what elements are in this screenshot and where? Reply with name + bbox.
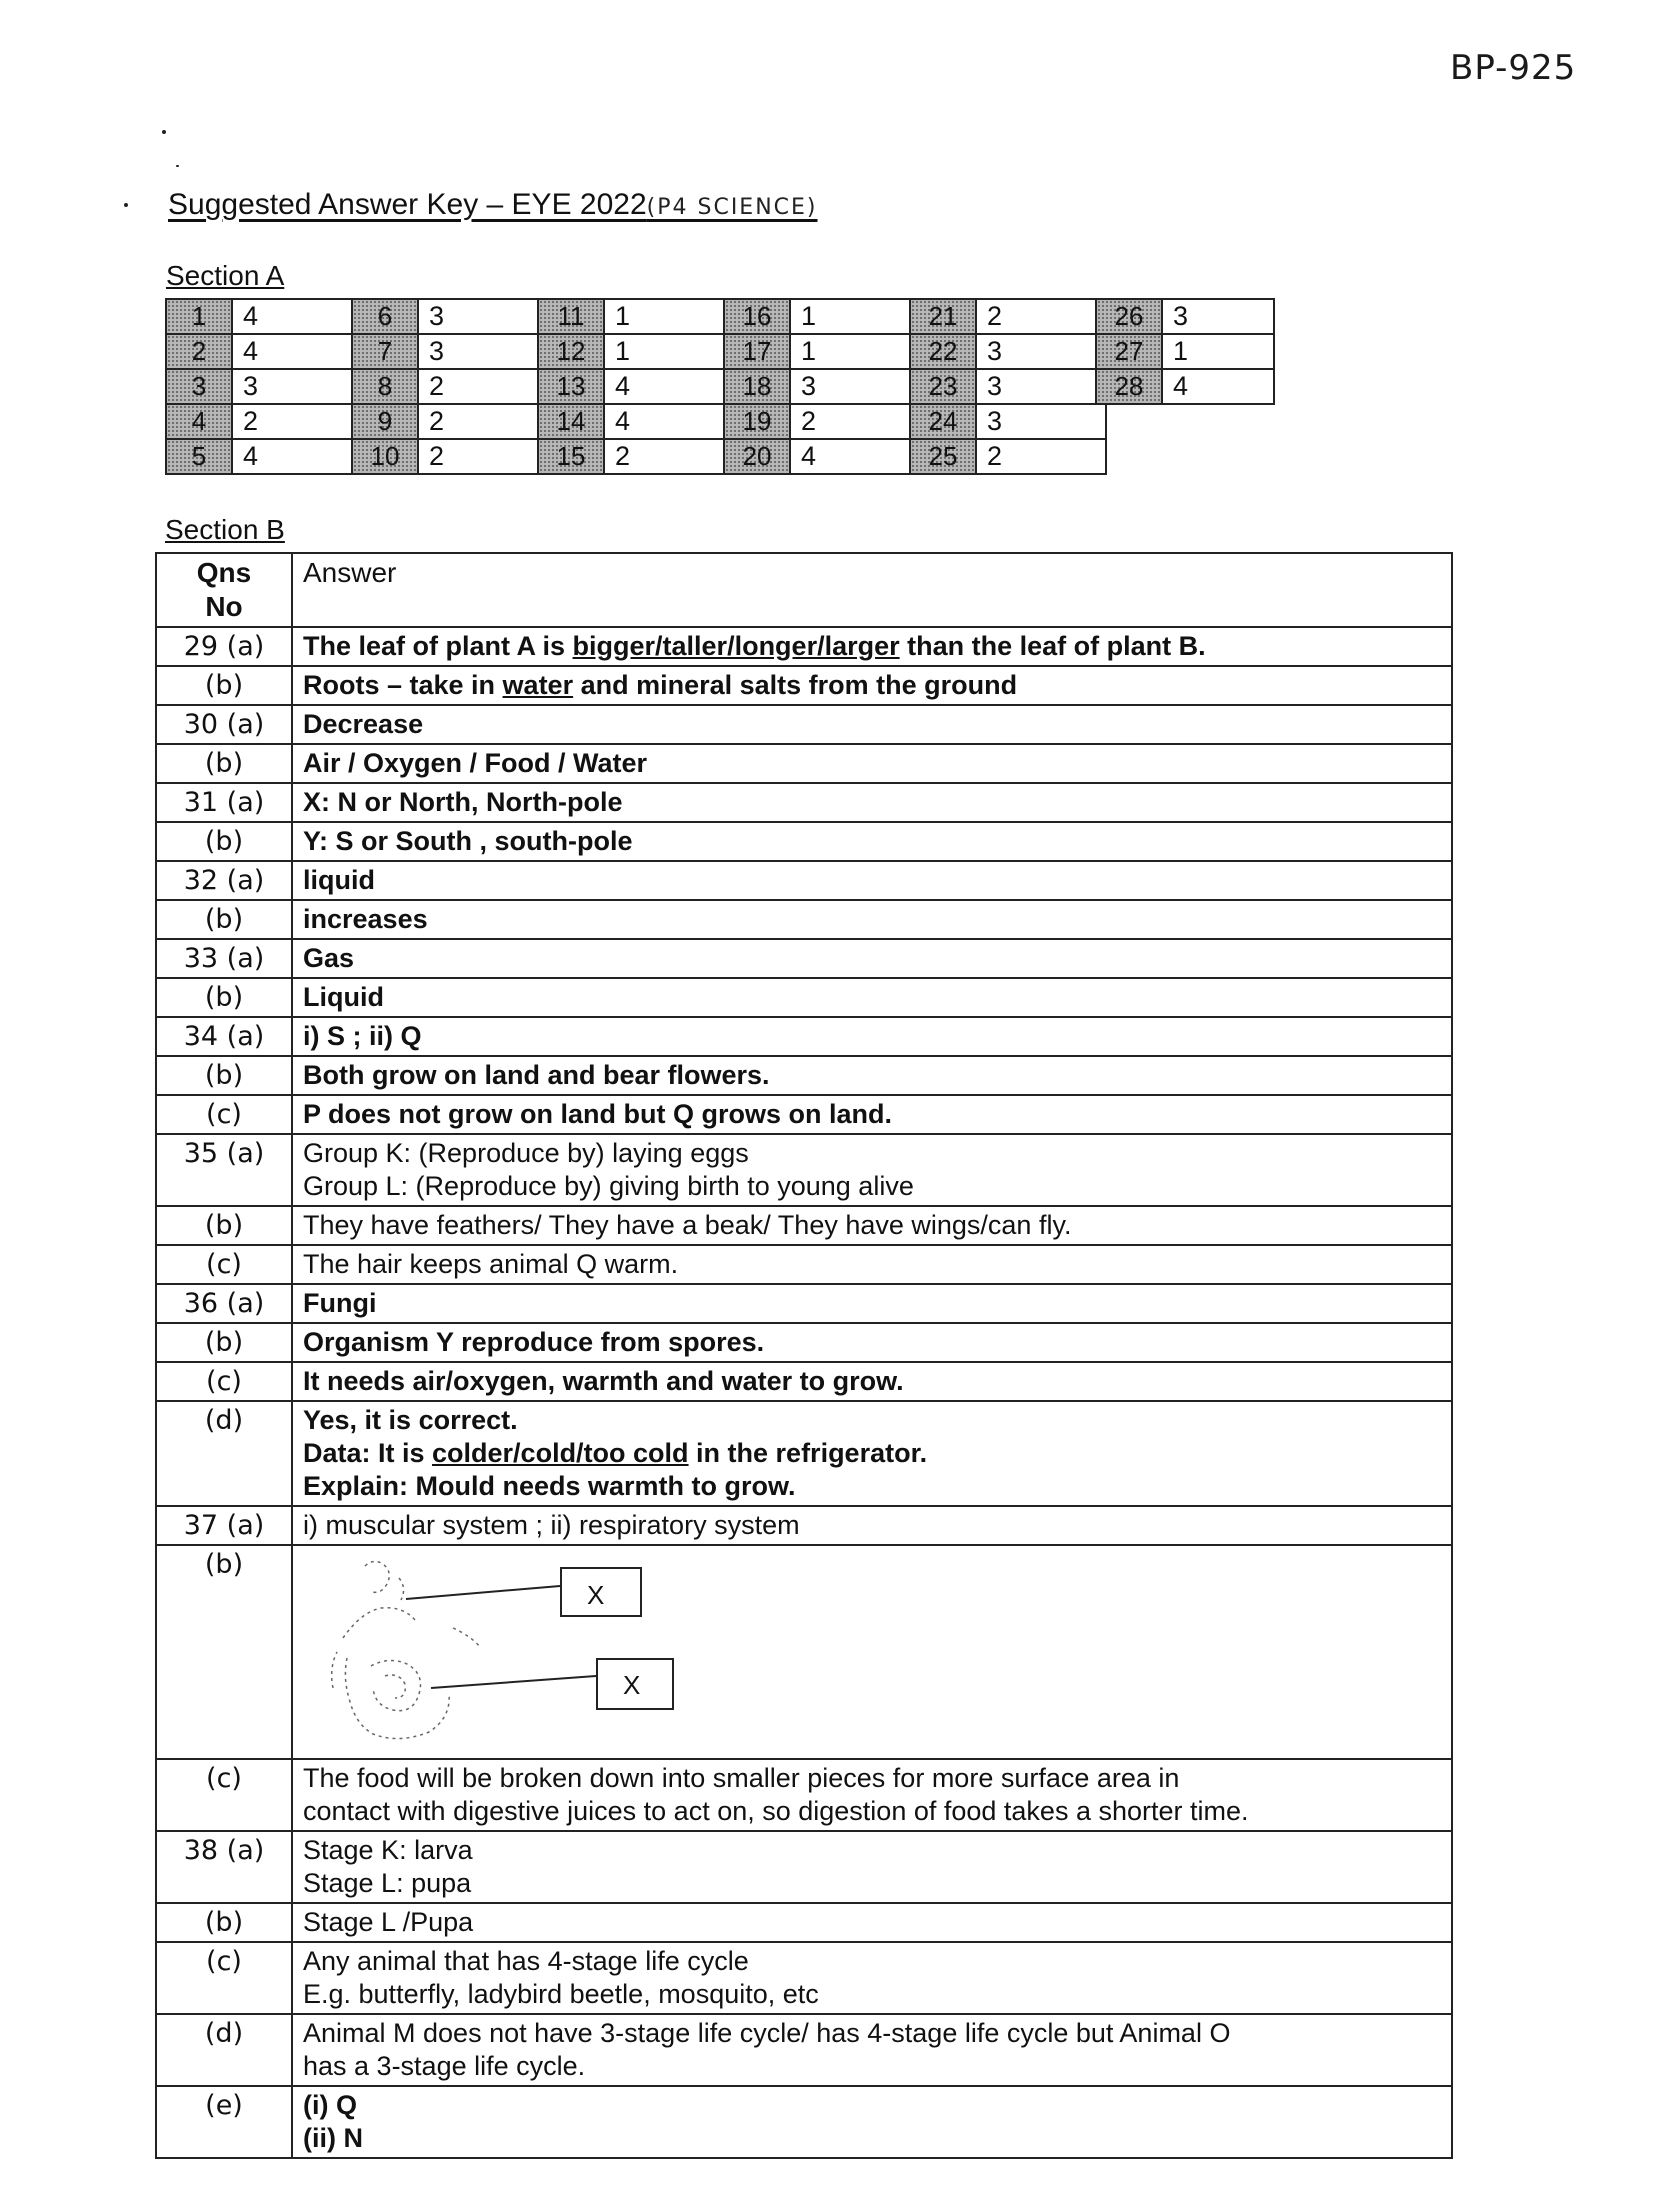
answer-option: 3 (418, 299, 548, 334)
answer-option: 2 (790, 404, 920, 439)
question-number: 1 (166, 299, 232, 334)
question-number: 19 (724, 404, 790, 439)
question-number: (d) (156, 2014, 292, 2086)
table-row (156, 1245, 1452, 1284)
answer-option: 4 (232, 439, 362, 474)
section-a-row (724, 369, 920, 404)
answer-cell: i) muscular system ; ii) respiratory system (292, 1506, 1452, 1545)
answer-cell: Liquid (292, 978, 1452, 1017)
question-number: 33 (a) (156, 939, 292, 978)
answer-option: 2 (976, 439, 1106, 474)
question-number: 17 (724, 334, 790, 369)
question-number: 3 (166, 369, 232, 404)
section-a-row (910, 404, 1106, 439)
question-number: 31 (a) (156, 783, 292, 822)
answer-line: contact with digestive juices to act on, so digestion of food takes a shorter time. (303, 1796, 1249, 1826)
question-number: 22 (910, 334, 976, 369)
answer-cell: increases (292, 900, 1452, 939)
answer-option: 1 (790, 299, 920, 334)
answer-cell: It needs air/oxygen, warmth and water to grow. (292, 1362, 1452, 1401)
section-a-row (538, 404, 734, 439)
header-no: No (205, 591, 243, 622)
header-answer: Answer (292, 553, 1452, 627)
answer-cell: They have feathers/ They have a beak/ They have wings/can fly. (292, 1206, 1452, 1245)
question-number: (b) (156, 1903, 292, 1942)
question-number: 28 (1096, 369, 1162, 404)
question-number: 5 (166, 439, 232, 474)
question-number: (c) (156, 1942, 292, 2014)
header-qns: Qns (196, 557, 252, 588)
section-a-row (538, 299, 734, 334)
answer-option: 2 (976, 299, 1106, 334)
answer-text-underlined: colder/cold/too cold (432, 1438, 689, 1468)
answer-cell: The hair keeps animal Q warm. (292, 1245, 1452, 1284)
answer-option: 3 (976, 334, 1106, 369)
answer-text: and mineral salts from the ground (573, 670, 1018, 700)
answer-cell (292, 1759, 1452, 1831)
answer-option: 3 (790, 369, 920, 404)
answer-text: Roots – take in (303, 670, 503, 700)
table-row (156, 1831, 1452, 1903)
answer-cell (292, 2086, 1452, 2158)
question-number: 21 (910, 299, 976, 334)
question-number: 18 (724, 369, 790, 404)
answer-cell: Decrease (292, 705, 1452, 744)
question-number: (b) (156, 1545, 292, 1759)
table-row (156, 1017, 1452, 1056)
answer-text: Data: It is (303, 1438, 433, 1468)
question-number: 13 (538, 369, 604, 404)
question-number: 36 (a) (156, 1284, 292, 1323)
question-number: (b) (156, 822, 292, 861)
question-number: (c) (156, 1095, 292, 1134)
answer-line: Stage L: pupa (303, 1868, 472, 1898)
table-row (156, 861, 1452, 900)
table-row (156, 1362, 1452, 1401)
answer-line: (ii) N (303, 2123, 363, 2153)
answer-cell (292, 627, 1452, 666)
table-row (156, 666, 1452, 705)
answer-option: 4 (604, 404, 734, 439)
answer-option: 1 (790, 334, 920, 369)
question-number: 8 (352, 369, 418, 404)
answer-cell (292, 1401, 1452, 1506)
question-number: 4 (166, 404, 232, 439)
answer-cell (292, 1831, 1452, 1903)
question-number: (b) (156, 1056, 292, 1095)
table-row (156, 2014, 1452, 2086)
section-a-row (724, 334, 920, 369)
section-a-block-2 (351, 298, 549, 475)
answer-option: 3 (976, 369, 1106, 404)
question-number: 10 (352, 439, 418, 474)
question-number: 14 (538, 404, 604, 439)
section-a-block-1 (165, 298, 363, 475)
answer-cell: i) S ; ii) Q (292, 1017, 1452, 1056)
answer-option: 4 (1162, 369, 1274, 404)
section-a-row (166, 334, 362, 369)
table-row (156, 783, 1452, 822)
answer-line: Yes, it is correct. (303, 1405, 518, 1435)
section-a-block-5 (909, 298, 1107, 475)
table-row (156, 627, 1452, 666)
table-row (156, 744, 1452, 783)
section-a-row (910, 334, 1106, 369)
table-row (156, 1056, 1452, 1095)
question-number: 38 (a) (156, 1831, 292, 1903)
answer-cell (292, 1545, 1452, 1759)
section-a-row (910, 369, 1106, 404)
section-a-row (1096, 369, 1274, 404)
table-row (156, 1134, 1452, 1206)
answer-option: 3 (232, 369, 362, 404)
question-number: 9 (352, 404, 418, 439)
answer-option: 3 (418, 334, 548, 369)
answer-text: in the refrigerator. (688, 1438, 928, 1468)
scan-speck (176, 165, 179, 167)
answer-line: Group L: (Reproduce by) giving birth to young alive (303, 1171, 914, 1201)
section-a-row (1096, 334, 1274, 369)
document-title (168, 188, 818, 222)
answer-line: The food will be broken down into smaller pieces for more surface area in (303, 1763, 1180, 1793)
answer-cell: liquid (292, 861, 1452, 900)
table-row (156, 1506, 1452, 1545)
section-a-row (352, 404, 548, 439)
section-a-block-6 (1095, 298, 1275, 405)
title-note: (P4 SCIENCE) (646, 195, 818, 220)
section-a-block-4 (723, 298, 921, 475)
answer-cell: Stage L /Pupa (292, 1903, 1452, 1942)
question-number: (e) (156, 2086, 292, 2158)
answer-option: 1 (1162, 334, 1274, 369)
answer-option: 2 (604, 439, 734, 474)
answer-cell: Gas (292, 939, 1452, 978)
table-row (156, 1903, 1452, 1942)
answer-cell (292, 666, 1452, 705)
answer-text-underlined: bigger/taller/longer/larger (572, 631, 900, 661)
table-row (156, 1759, 1452, 1831)
section-a-row (538, 334, 734, 369)
section-a-row (538, 439, 734, 474)
answer-option: 4 (790, 439, 920, 474)
answer-cell (292, 1942, 1452, 2014)
answer-line: Any animal that has 4-stage life cycle (303, 1946, 749, 1976)
answer-line: E.g. butterfly, ladybird beetle, mosquito, etc (303, 1979, 819, 2009)
answer-option: 2 (232, 404, 362, 439)
question-number: 37 (a) (156, 1506, 292, 1545)
answer-text: than the leaf of plant B. (899, 631, 1206, 661)
table-row (156, 1284, 1452, 1323)
question-number: (b) (156, 1323, 292, 1362)
scan-speck (124, 203, 128, 207)
title-text: Suggested Answer Key – EYE 2022 (168, 188, 647, 221)
table-row (156, 705, 1452, 744)
section-a-row (352, 369, 548, 404)
table-row (156, 1095, 1452, 1134)
table-row (156, 1545, 1452, 1759)
section-a-row (166, 439, 362, 474)
scan-speck (162, 130, 166, 134)
section-a-row (166, 404, 362, 439)
answer-line: Stage K: larva (303, 1835, 473, 1865)
answer-option: 2 (418, 439, 548, 474)
table-row (156, 900, 1452, 939)
section-a-row (1096, 299, 1274, 334)
question-number: 26 (1096, 299, 1162, 334)
question-number: 25 (910, 439, 976, 474)
question-number: (b) (156, 744, 292, 783)
table-row (156, 1323, 1452, 1362)
table-row (156, 939, 1452, 978)
section-a-row (910, 439, 1106, 474)
section-a-title: Section A (166, 260, 285, 291)
question-number: (b) (156, 978, 292, 1017)
question-number: (d) (156, 1401, 292, 1506)
question-number: 32 (a) (156, 861, 292, 900)
section-a-row (166, 299, 362, 334)
table-row (156, 1942, 1452, 2014)
answer-cell: P does not grow on land but Q grows on land. (292, 1095, 1452, 1134)
section-a-row (538, 369, 734, 404)
answer-option: 4 (232, 299, 362, 334)
section-a-row (724, 439, 920, 474)
body-system-diagram (303, 1548, 1003, 1748)
label-x-lower: X (623, 1670, 641, 1700)
section-b-table (155, 552, 1453, 2159)
section-a-row (352, 439, 548, 474)
answer-cell: Air / Oxygen / Food / Water (292, 744, 1452, 783)
table-row (156, 1401, 1452, 1506)
answer-option: 2 (418, 369, 548, 404)
answer-cell (292, 2014, 1452, 2086)
question-number: 23 (910, 369, 976, 404)
answer-cell: Y: S or South , south-pole (292, 822, 1452, 861)
question-number: (c) (156, 1245, 292, 1284)
body-sketch-icon (303, 1548, 1003, 1748)
question-number: 16 (724, 299, 790, 334)
question-number: (b) (156, 900, 292, 939)
question-number: 2 (166, 334, 232, 369)
question-number: (c) (156, 1759, 292, 1831)
answer-option: 1 (604, 334, 734, 369)
question-number: 6 (352, 299, 418, 334)
answer-option: 3 (1162, 299, 1274, 334)
question-number: 29 (a) (156, 627, 292, 666)
question-number: 35 (a) (156, 1134, 292, 1206)
answer-cell: Organism Y reproduce from spores. (292, 1323, 1452, 1362)
section-a-row (166, 369, 362, 404)
question-number: 30 (a) (156, 705, 292, 744)
answer-line: has a 3-stage life cycle. (303, 2051, 586, 2081)
question-number: 34 (a) (156, 1017, 292, 1056)
page-code: BP-925 (1450, 48, 1577, 88)
answer-cell (292, 1134, 1452, 1206)
table-header-row (156, 553, 1452, 627)
section-a-row (352, 299, 548, 334)
section-a-row (352, 334, 548, 369)
answer-line: (i) Q (303, 2090, 357, 2120)
answer-cell: X: N or North, North-pole (292, 783, 1452, 822)
header-question-number (156, 553, 292, 627)
answer-cell: Fungi (292, 1284, 1452, 1323)
section-b-title: Section B (165, 514, 285, 545)
answer-option: 4 (232, 334, 362, 369)
answer-text-underlined: water (502, 670, 574, 700)
answer-line: Explain: Mould needs warmth to grow. (303, 1471, 796, 1501)
question-number: (c) (156, 1362, 292, 1401)
question-number: 20 (724, 439, 790, 474)
question-number: 27 (1096, 334, 1162, 369)
answer-option: 1 (604, 299, 734, 334)
table-row (156, 822, 1452, 861)
answer-cell: Both grow on land and bear flowers. (292, 1056, 1452, 1095)
table-row (156, 978, 1452, 1017)
table-row (156, 1206, 1452, 1245)
section-a-row (910, 299, 1106, 334)
answer-line: Animal M does not have 3-stage life cycle/ has 4-stage life cycle but Animal O (303, 2018, 1231, 2048)
question-number: 24 (910, 404, 976, 439)
label-x-upper: X (587, 1580, 605, 1610)
answer-option: 3 (976, 404, 1106, 439)
answer-option: 4 (604, 369, 734, 404)
question-number: (b) (156, 666, 292, 705)
section-a-block-3 (537, 298, 735, 475)
section-a-row (724, 299, 920, 334)
answer-text: The leaf of plant A is (303, 631, 573, 661)
question-number: (b) (156, 1206, 292, 1245)
question-number: 12 (538, 334, 604, 369)
question-number: 15 (538, 439, 604, 474)
table-row (156, 2086, 1452, 2158)
question-number: 11 (538, 299, 604, 334)
answer-option: 2 (418, 404, 548, 439)
answer-line: Group K: (Reproduce by) laying eggs (303, 1138, 749, 1168)
section-a-row (724, 404, 920, 439)
question-number: 7 (352, 334, 418, 369)
